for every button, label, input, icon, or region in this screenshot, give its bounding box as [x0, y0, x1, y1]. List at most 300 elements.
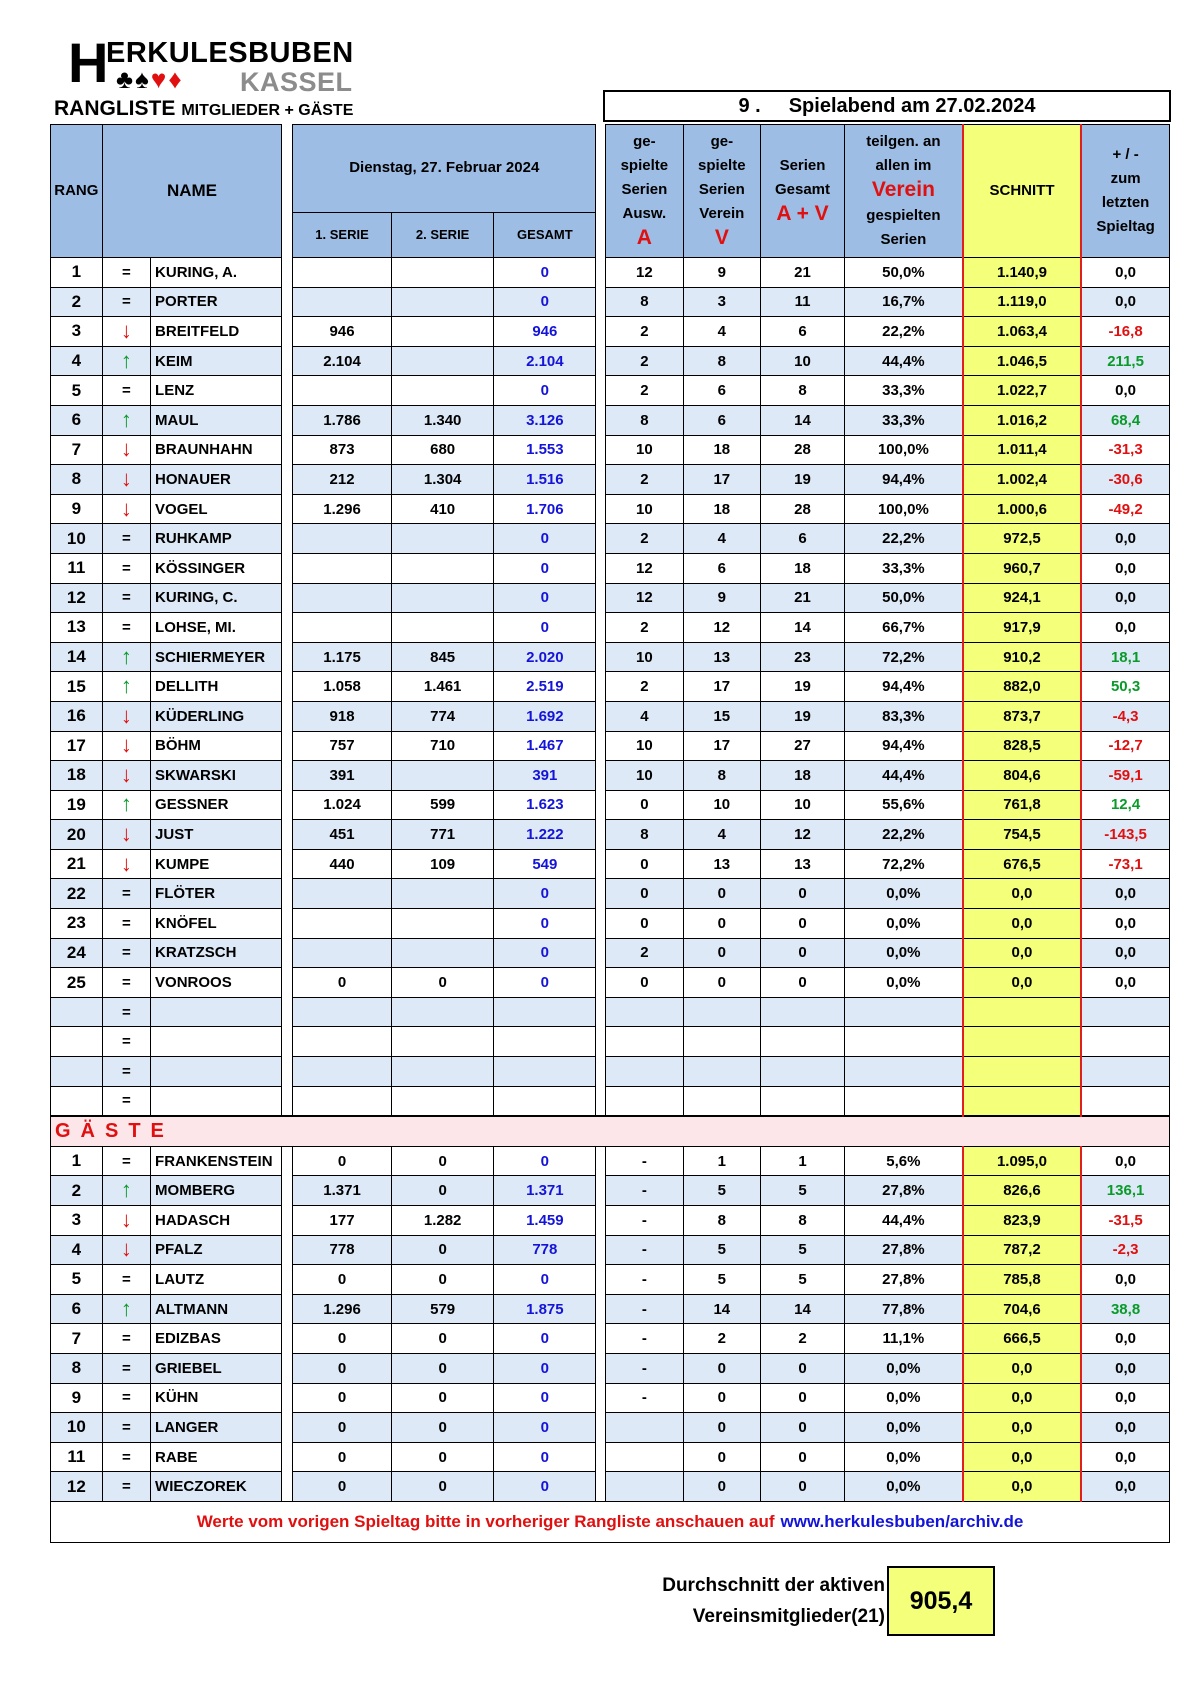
- average-value: 905,4: [887, 1566, 995, 1636]
- serien-ausw-value: -: [606, 1353, 683, 1383]
- serien-ausw-value: 10: [606, 642, 683, 672]
- table-row: [51, 553, 1170, 583]
- serien-ausw-value: 0: [606, 879, 683, 909]
- gap: [282, 287, 293, 317]
- serien-verein-value: 5: [683, 1176, 760, 1206]
- table-row: [51, 1027, 1170, 1057]
- serie1-value: 0: [293, 1353, 392, 1383]
- trend: [102, 1383, 150, 1413]
- serie1-value: 0: [293, 1442, 392, 1472]
- table-row: [51, 1324, 1170, 1354]
- serien-gesamt-value: 8: [761, 376, 845, 406]
- diff-value: 0,0: [1081, 524, 1169, 554]
- schnitt-value: 910,2: [963, 642, 1081, 672]
- diff-value: -49,2: [1081, 494, 1169, 524]
- serie2-value: [392, 1027, 494, 1057]
- header-name: NAME: [102, 125, 282, 258]
- gesamt-value: 0: [494, 909, 596, 939]
- serie2-value: [392, 376, 494, 406]
- diff-value: 0,0: [1081, 553, 1169, 583]
- trend: [102, 938, 150, 968]
- gap: [596, 1027, 606, 1057]
- diff-value: 18,1: [1081, 642, 1169, 672]
- schnitt-value: 1.016,2: [963, 405, 1081, 435]
- serie2-value: [392, 583, 494, 613]
- header-serie1: 1. SERIE: [293, 212, 392, 257]
- trend: [102, 997, 150, 1027]
- serien-verein-value: 6: [683, 376, 760, 406]
- logo-letter: H: [68, 31, 109, 94]
- serie2-value: 0: [392, 1353, 494, 1383]
- serie1-value: [293, 258, 392, 288]
- diff-value: 0,0: [1081, 938, 1169, 968]
- serie2-value: 410: [392, 494, 494, 524]
- serie2-value: [392, 1086, 494, 1116]
- serien-ausw-value: -: [606, 1383, 683, 1413]
- serien-gesamt-value: 1: [761, 1146, 845, 1176]
- trend: [102, 1176, 150, 1206]
- gap: [596, 287, 606, 317]
- serien-gesamt-value: 23: [761, 642, 845, 672]
- equal-icon: =: [121, 1092, 131, 1110]
- diff-value: 0,0: [1081, 376, 1169, 406]
- serien-gesamt-value: 5: [761, 1176, 845, 1206]
- gap: [282, 761, 293, 791]
- serien-ausw-value: [606, 1086, 683, 1116]
- table-row: [51, 849, 1170, 879]
- diff-value: -30,6: [1081, 465, 1169, 495]
- gap: [596, 494, 606, 524]
- equal-icon: =: [121, 559, 131, 577]
- serien-ausw-value: 0: [606, 909, 683, 939]
- trend: [102, 968, 150, 998]
- trend: [102, 258, 150, 288]
- trend: [102, 346, 150, 376]
- serien-ausw-value: 10: [606, 731, 683, 761]
- rank: 2: [51, 287, 103, 317]
- schnitt-value: 787,2: [963, 1235, 1081, 1265]
- teilnahme-pct: 44,4%: [844, 346, 962, 376]
- serien-verein-value: [683, 1027, 760, 1057]
- serien-verein-value: 17: [683, 465, 760, 495]
- diff-value: 68,4: [1081, 405, 1169, 435]
- schnitt-value: 0,0: [963, 879, 1081, 909]
- teilnahme-pct: 100,0%: [844, 494, 962, 524]
- gap: [596, 465, 606, 495]
- arrow-down-icon: ↓: [120, 1236, 132, 1262]
- gap: [282, 346, 293, 376]
- serien-verein-value: 15: [683, 701, 760, 731]
- schnitt-value: 0,0: [963, 968, 1081, 998]
- table-row: [51, 1176, 1170, 1206]
- schnitt-value: 882,0: [963, 672, 1081, 702]
- arrow-up-icon: ↑: [120, 406, 132, 432]
- gesamt-value: 0: [494, 1383, 596, 1413]
- rank: 24: [51, 938, 103, 968]
- table-row: [51, 1057, 1170, 1087]
- table-row: [51, 1383, 1170, 1413]
- serien-ausw-value: 0: [606, 849, 683, 879]
- teilnahme-pct: 44,4%: [844, 1206, 962, 1236]
- equal-icon: =: [121, 293, 131, 311]
- header-diff: + / - zum letzten Spieltag: [1081, 125, 1169, 258]
- equal-icon: =: [121, 382, 131, 400]
- player-name: LENZ: [151, 376, 282, 406]
- schnitt-value: 0,0: [963, 1442, 1081, 1472]
- trend: [102, 1294, 150, 1324]
- schnitt-value: 761,8: [963, 790, 1081, 820]
- teilnahme-pct: 55,6%: [844, 790, 962, 820]
- logo-suits: [116, 66, 184, 92]
- header-verein-text: ge- spielte Serien Verein: [698, 133, 746, 222]
- serien-gesamt-value: 0: [761, 909, 845, 939]
- table-row: [51, 997, 1170, 1027]
- gap: [596, 761, 606, 791]
- serie1-value: 873: [293, 435, 392, 465]
- trend: [102, 1265, 150, 1295]
- serien-gesamt-value: 0: [761, 968, 845, 998]
- player-name: SKWARSKI: [151, 761, 282, 791]
- equal-icon: =: [121, 618, 131, 636]
- trend: [102, 879, 150, 909]
- schnitt-value: 873,7: [963, 701, 1081, 731]
- rank: [51, 1086, 103, 1116]
- gap: [282, 524, 293, 554]
- serien-ausw-value: 10: [606, 761, 683, 791]
- gesamt-value: 1.553: [494, 435, 596, 465]
- player-name: KUMPE: [151, 849, 282, 879]
- serien-ausw-value: [606, 1027, 683, 1057]
- schnitt-value: 676,5: [963, 849, 1081, 879]
- table-row: [51, 1086, 1170, 1116]
- rank: 18: [51, 761, 103, 791]
- serien-gesamt-value: 14: [761, 405, 845, 435]
- diff-value: 0,0: [1081, 1413, 1169, 1443]
- serien-gesamt-value: 13: [761, 849, 845, 879]
- serien-verein-value: 3: [683, 287, 760, 317]
- schnitt-value: 828,5: [963, 731, 1081, 761]
- serie2-value: 771: [392, 820, 494, 850]
- serie1-value: 1.058: [293, 672, 392, 702]
- table-row: [51, 731, 1170, 761]
- teilnahme-pct: 22,2%: [844, 317, 962, 347]
- diff-value: 0,0: [1081, 613, 1169, 643]
- serien-ausw-value: [606, 1057, 683, 1087]
- gesamt-value: 946: [494, 317, 596, 347]
- serie1-value: [293, 938, 392, 968]
- trend: [102, 1206, 150, 1236]
- gesamt-value: 0: [494, 258, 596, 288]
- teilnahme-pct: 0,0%: [844, 1413, 962, 1443]
- trend: [102, 790, 150, 820]
- player-name: [151, 1027, 282, 1057]
- gap: [282, 1176, 293, 1206]
- serie1-value: 0: [293, 1324, 392, 1354]
- schnitt-value: 972,5: [963, 524, 1081, 554]
- serien-ausw-value: [606, 1472, 683, 1502]
- gap: [596, 968, 606, 998]
- schnitt-value: 804,6: [963, 761, 1081, 791]
- equal-icon: =: [121, 1359, 131, 1377]
- schnitt-value: 0,0: [963, 1353, 1081, 1383]
- schnitt-value: 1.002,4: [963, 465, 1081, 495]
- schnitt-value: 1.140,9: [963, 258, 1081, 288]
- serie1-value: [293, 1086, 392, 1116]
- diamond-icon: ♦: [168, 64, 184, 94]
- serien-verein-value: 4: [683, 317, 760, 347]
- equal-icon: =: [121, 1152, 131, 1170]
- gap: [282, 583, 293, 613]
- serie1-value: [293, 909, 392, 939]
- serie2-value: 0: [392, 1324, 494, 1354]
- diff-value: 38,8: [1081, 1294, 1169, 1324]
- logo-line1: ERKULESBUBEN: [106, 37, 354, 69]
- trend: [102, 701, 150, 731]
- gesamt-value: 391: [494, 761, 596, 791]
- arrow-up-icon: ↑: [120, 673, 132, 699]
- player-name: KURING, A.: [151, 258, 282, 288]
- teilnahme-pct: 77,8%: [844, 1294, 962, 1324]
- table-row: [51, 790, 1170, 820]
- trend: [102, 820, 150, 850]
- spade-icon: ♠: [135, 64, 151, 94]
- player-name: RABE: [151, 1442, 282, 1472]
- serie1-value: 1.024: [293, 790, 392, 820]
- serien-gesamt-value: 21: [761, 583, 845, 613]
- serie2-value: 774: [392, 701, 494, 731]
- gesamt-value: 0: [494, 1442, 596, 1472]
- header-ausw-text: ge- spielte Serien Ausw.: [620, 133, 669, 222]
- gesamt-value: 1.222: [494, 820, 596, 850]
- table-row: [51, 435, 1170, 465]
- gap: [282, 1383, 293, 1413]
- teilnahme-pct: 27,8%: [844, 1265, 962, 1295]
- gap: [282, 435, 293, 465]
- rank: 9: [51, 1383, 103, 1413]
- teilnahme-pct: 94,4%: [844, 672, 962, 702]
- serien-gesamt-value: 0: [761, 1413, 845, 1443]
- player-name: [151, 997, 282, 1027]
- gesamt-value: 0: [494, 1265, 596, 1295]
- equal-icon: =: [121, 1478, 131, 1496]
- schnitt-value: 1.119,0: [963, 287, 1081, 317]
- serien-gesamt-value: 8: [761, 1206, 845, 1236]
- serien-verein-value: [683, 1057, 760, 1087]
- serie1-value: 1.296: [293, 1294, 392, 1324]
- teilnahme-pct: 11,1%: [844, 1324, 962, 1354]
- trend: [102, 672, 150, 702]
- teilnahme-pct: [844, 997, 962, 1027]
- teilnahme-pct: 0,0%: [844, 1442, 962, 1472]
- table-row: [51, 346, 1170, 376]
- table-row: [51, 376, 1170, 406]
- serien-verein-value: 6: [683, 405, 760, 435]
- gap: [596, 317, 606, 347]
- serie1-value: 177: [293, 1206, 392, 1236]
- gap: [282, 1206, 293, 1236]
- player-name: KNÖFEL: [151, 909, 282, 939]
- gap: [596, 1235, 606, 1265]
- header-teil-bottom: gespielten Serien: [866, 207, 941, 248]
- table-row: [51, 258, 1170, 288]
- serie2-value: 579: [392, 1294, 494, 1324]
- serien-gesamt-value: 21: [761, 258, 845, 288]
- title-sub: MITGLIEDER + GÄSTE: [181, 102, 354, 119]
- teilnahme-pct: 94,4%: [844, 731, 962, 761]
- gap: [596, 642, 606, 672]
- serien-gesamt-value: 0: [761, 1353, 845, 1383]
- diff-value: 0,0: [1081, 1324, 1169, 1354]
- gap: [596, 346, 606, 376]
- gap: [596, 435, 606, 465]
- serie2-value: 680: [392, 435, 494, 465]
- serien-verein-value: 18: [683, 435, 760, 465]
- teilnahme-pct: 0,0%: [844, 1383, 962, 1413]
- serie2-value: 0: [392, 1413, 494, 1443]
- schnitt-value: 917,9: [963, 613, 1081, 643]
- gesamt-value: 1.516: [494, 465, 596, 495]
- diff-value: [1081, 997, 1169, 1027]
- gap: [282, 1294, 293, 1324]
- gap: [596, 376, 606, 406]
- serien-ausw-value: 8: [606, 405, 683, 435]
- trend: [102, 731, 150, 761]
- serien-ausw-value: -: [606, 1235, 683, 1265]
- equal-icon: =: [121, 944, 131, 962]
- rank: 5: [51, 1265, 103, 1295]
- rank: 11: [51, 1442, 103, 1472]
- schnitt-value: 1.022,7: [963, 376, 1081, 406]
- gesamt-value: [494, 1057, 596, 1087]
- trend: [102, 849, 150, 879]
- rank: 5: [51, 376, 103, 406]
- serien-verein-value: 5: [683, 1265, 760, 1295]
- gap: [596, 405, 606, 435]
- equal-icon: =: [121, 1033, 131, 1051]
- gap: [282, 820, 293, 850]
- arrow-down-icon: ↓: [120, 702, 132, 728]
- serien-gesamt-value: 0: [761, 879, 845, 909]
- gap: [596, 583, 606, 613]
- player-name: LOHSE, MI.: [151, 613, 282, 643]
- rank: 7: [51, 1324, 103, 1354]
- gesamt-value: 0: [494, 1353, 596, 1383]
- serie2-value: [392, 1057, 494, 1087]
- diff-value: 0,0: [1081, 968, 1169, 998]
- gap: [596, 1057, 606, 1087]
- gesamt-value: 1.623: [494, 790, 596, 820]
- rank: [51, 997, 103, 1027]
- serien-verein-value: 8: [683, 1206, 760, 1236]
- table-row: [51, 494, 1170, 524]
- header-total: [761, 125, 845, 258]
- equal-icon: =: [121, 530, 131, 548]
- serie1-value: 0: [293, 1265, 392, 1295]
- ranking-table: [50, 124, 1170, 1543]
- header-total-letters: A + V: [776, 202, 829, 225]
- schnitt-value: 0,0: [963, 909, 1081, 939]
- serien-ausw-value: -: [606, 1206, 683, 1236]
- serien-verein-value: 18: [683, 494, 760, 524]
- serien-ausw-value: 2: [606, 376, 683, 406]
- gesamt-value: [494, 997, 596, 1027]
- serie1-value: 391: [293, 761, 392, 791]
- player-name: HADASCH: [151, 1206, 282, 1236]
- diff-value: [1081, 1057, 1169, 1087]
- footer-note: [51, 1501, 1170, 1542]
- rank: 19: [51, 790, 103, 820]
- serie2-value: 0: [392, 1176, 494, 1206]
- table-row: [51, 317, 1170, 347]
- archive-link[interactable]: www.herkulesbuben/archiv.de: [780, 1511, 1024, 1531]
- serie1-value: 0: [293, 1472, 392, 1502]
- serien-verein-value: 13: [683, 642, 760, 672]
- serien-gesamt-value: [761, 997, 845, 1027]
- gesamt-value: 0: [494, 968, 596, 998]
- gesamt-value: 1.875: [494, 1294, 596, 1324]
- serien-verein-value: [683, 997, 760, 1027]
- header-date: Dienstag, 27. Februar 2024: [293, 125, 596, 213]
- serien-gesamt-value: 14: [761, 1294, 845, 1324]
- gesamt-value: 0: [494, 1146, 596, 1176]
- player-name: ALTMANN: [151, 1294, 282, 1324]
- gap: [282, 642, 293, 672]
- gap: [282, 613, 293, 643]
- footer-row: [51, 1501, 1170, 1542]
- serien-ausw-value: 0: [606, 968, 683, 998]
- player-name: FRANKENSTEIN: [151, 1146, 282, 1176]
- arrow-down-icon: ↓: [120, 436, 132, 462]
- serie1-value: 0: [293, 1383, 392, 1413]
- table-row: [51, 642, 1170, 672]
- arrow-up-icon: ↑: [120, 1177, 132, 1203]
- serie1-value: [293, 1027, 392, 1057]
- average-label: [640, 1570, 885, 1632]
- gap: [596, 1086, 606, 1116]
- teilnahme-pct: 0,0%: [844, 938, 962, 968]
- diff-value: 0,0: [1081, 1383, 1169, 1413]
- serien-ausw-value: 2: [606, 465, 683, 495]
- gesamt-value: 1.371: [494, 1176, 596, 1206]
- table-row: [51, 1265, 1170, 1295]
- rank: 6: [51, 1294, 103, 1324]
- serien-ausw-value: 12: [606, 553, 683, 583]
- serien-verein-value: 10: [683, 790, 760, 820]
- arrow-down-icon: ↓: [120, 465, 132, 491]
- gap: [596, 1442, 606, 1472]
- header-teilgen: [844, 125, 962, 258]
- club-icon: ♣: [116, 64, 136, 94]
- trend: [102, 1086, 150, 1116]
- trend: [102, 1353, 150, 1383]
- trend: [102, 1235, 150, 1265]
- serie2-value: [392, 613, 494, 643]
- rank: 3: [51, 1206, 103, 1236]
- gap: [282, 1265, 293, 1295]
- serien-ausw-value: 2: [606, 346, 683, 376]
- serien-ausw-value: 2: [606, 613, 683, 643]
- player-name: PORTER: [151, 287, 282, 317]
- diff-value: 136,1: [1081, 1176, 1169, 1206]
- serie1-value: 0: [293, 968, 392, 998]
- diff-value: -59,1: [1081, 761, 1169, 791]
- table-row: [51, 879, 1170, 909]
- schnitt-value: 704,6: [963, 1294, 1081, 1324]
- gap: [596, 997, 606, 1027]
- serien-gesamt-value: 11: [761, 287, 845, 317]
- teilnahme-pct: [844, 1027, 962, 1057]
- serien-gesamt-value: 0: [761, 1472, 845, 1502]
